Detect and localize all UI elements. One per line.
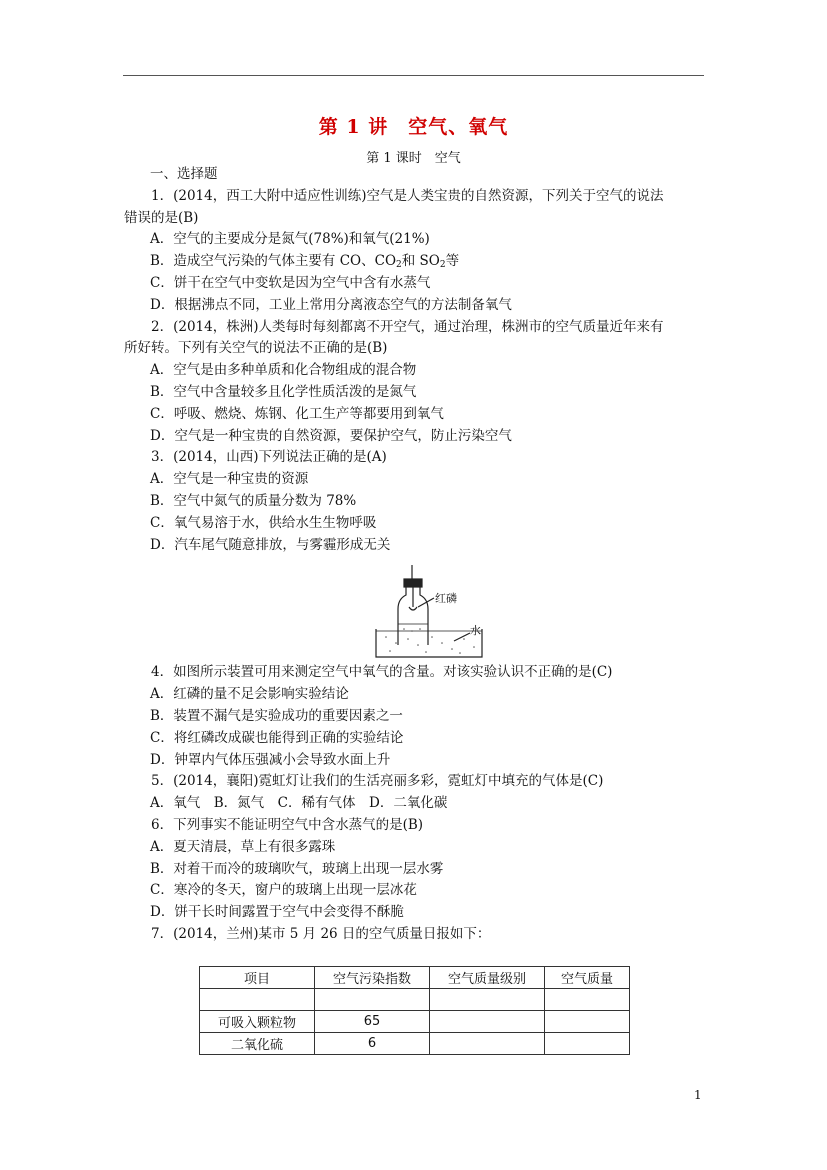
- table-cell: [545, 989, 630, 1011]
- q3-option-b: B．空气中氮气的质量分数为 78%: [150, 492, 357, 509]
- table-cell: 可吸入颗粒物: [200, 1011, 315, 1033]
- question-list: [124, 164, 706, 946]
- q6-stem: 6．下列事实不能证明空气中含水蒸气的是(B): [151, 816, 424, 833]
- subscript: 2: [396, 260, 402, 271]
- table-cell: [430, 1011, 545, 1033]
- air-quality-table: [199, 966, 630, 1055]
- table-row: [200, 1011, 630, 1033]
- table-cell: [545, 1033, 630, 1055]
- q3-option-a: A．空气是一种宝贵的资源: [150, 471, 309, 488]
- q1-option-b-text: 等: [445, 253, 460, 270]
- q1-option-b: [124, 251, 706, 273]
- q2-stem-line2: 所好转。下列有关空气的说法不正确的是(B): [124, 340, 388, 357]
- table-row: [200, 1033, 630, 1055]
- lecture-title: 第 1 讲 空气、氧气: [318, 116, 509, 138]
- water-trough: [376, 629, 482, 657]
- q6-option-a: A．夏天清晨，草上有很多露珠: [150, 838, 336, 855]
- page-number: 1: [694, 1088, 702, 1102]
- q6-option-d: D．饼干长时间露置于空气中会变得不酥脆: [150, 904, 404, 921]
- table-cell: 6: [315, 1033, 430, 1055]
- q7-stem: 7．(2014，兰州)某市 5 月 26 日的空气质量日报如下：: [151, 925, 491, 942]
- water-label: 水: [470, 624, 481, 637]
- q1-stem-line2: 错误的是(B): [124, 209, 199, 226]
- table-header-cell: 空气污染指数: [315, 967, 430, 989]
- q1-option-b-text: 和 SO: [401, 253, 440, 270]
- phosphorus-label: 红磷: [435, 592, 457, 605]
- q1-option-d: D．根据沸点不同，工业上常用分离液态空气的方法制备氧气: [150, 296, 512, 313]
- q1-stem-line1: 1．(2014，西工大附中适应性训练)空气是人类宝贵的自然资源，下列关于空气的说法: [151, 187, 664, 204]
- q2-stem-line1: 2．(2014，株洲)人类每时每刻都离不开空气，通过治理，株洲市的空气质量近年来有: [151, 318, 664, 335]
- stopper: [404, 579, 422, 587]
- q6-option-c: C．寒冷的冬天，窗户的玻璃上出现一层冰花: [150, 882, 417, 899]
- section-heading: 一、选择题: [150, 166, 218, 182]
- q4-option-b: B．装置不漏气是实验成功的重要因素之一: [150, 707, 403, 724]
- q1-option-b-text: B．造成空气污染的气体主要有 CO、CO: [150, 253, 397, 270]
- q2-option-d: D．空气是一种宝贵的自然资源，要保护空气，防止污染空气: [150, 427, 512, 444]
- table-cell: 二氧化硫: [200, 1033, 315, 1055]
- table-cell: [545, 1011, 630, 1033]
- table-cell: [430, 1033, 545, 1055]
- bell-jar-apparatus-figure: [374, 565, 494, 660]
- q4-option-c: C．将红磷改成碳也能得到正确的实验结论: [150, 729, 404, 746]
- water-leader: [454, 633, 470, 641]
- q4-option-a: A．红磷的量不足会影响实验结论: [150, 686, 349, 703]
- q4-option-d: D．钟罩内气体压强减小会导致水面上升: [150, 751, 391, 768]
- table-cell: [200, 989, 315, 1011]
- q3-option-c: C．氧气易溶于水，供给水生生物呼吸: [150, 514, 377, 531]
- table-row: [200, 989, 630, 1011]
- lesson-subtitle: 第 1 课时 空气: [366, 151, 461, 166]
- table-cell: [430, 989, 545, 1011]
- table-cell: [315, 989, 430, 1011]
- q3-option-d: D．汽车尾气随意排放，与雾霾形成无关: [150, 536, 391, 553]
- q3-stem: 3．(2014，山西)下列说法正确的是(A): [151, 449, 387, 466]
- combustion-spoon: [409, 607, 417, 610]
- q1-option-c: C．饼干在空气中变软是因为空气中含有水蒸气: [150, 274, 431, 291]
- table-header-cell: 项目: [200, 967, 315, 989]
- table-header-row: [200, 967, 630, 989]
- q5-options: A．氧气 B．氮气 C．稀有气体 D．二氧化碳: [150, 795, 448, 812]
- q2-option-b: B．空气中含量较多且化学性质活泼的是氮气: [150, 383, 417, 400]
- q6-option-b: B．对着干而冷的玻璃吹气，玻璃上出现一层水雾: [150, 860, 444, 877]
- q2-option-a: A．空气是由多种单质和化合物组成的混合物: [150, 362, 417, 379]
- q5-stem: 5．(2014，襄阳)霓虹灯让我们的生活亮丽多彩，霓虹灯中填充的气体是(C): [151, 773, 604, 790]
- table-header-cell: 空气质量级别: [430, 967, 545, 989]
- water-dots: [385, 628, 475, 654]
- header-rule: [123, 75, 704, 76]
- q1-option-a: A．空气的主要成分是氮气(78%)和氧气(21%): [150, 231, 430, 248]
- table-cell: 65: [315, 1011, 430, 1033]
- subscript: 2: [439, 260, 446, 271]
- q2-option-c: C．呼吸、燃烧、炼钢、化工生产等都要用到氧气: [150, 405, 444, 422]
- q4-stem: 4．如图所示装置可用来测定空气中氧气的含量。对该实验认识不正确的是(C): [151, 664, 613, 681]
- table-header-cell: 空气质量: [545, 967, 630, 989]
